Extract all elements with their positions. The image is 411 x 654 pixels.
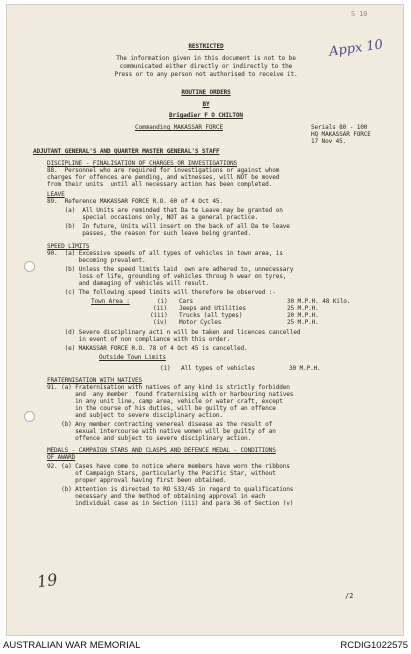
speed-row-num: (iii) bbox=[150, 312, 168, 319]
para-92-line-1: 92. (a) Cases have come to notice where members have worn the ribbons bbox=[47, 463, 290, 470]
para-88-line-3: from their units until all necessary action has been completed. bbox=[47, 181, 273, 188]
para-91-line-3: in any unit line, camp area, vehicle or water craft, except bbox=[47, 398, 283, 405]
para-89-line-1: 89. Reference MAKASSAR FORCE R.O. 60 of 4 Oct 45. bbox=[47, 198, 223, 205]
para-90-line-4: loss of life, grounding of vehicles throug h wear on tyres, bbox=[47, 273, 287, 280]
para-92-line-3: proper approval having first been obtained. bbox=[47, 477, 227, 484]
para-90-line-2: becoming prevalent. bbox=[47, 257, 146, 264]
speed-row-limit: 30 M.P.H. 48 Kilo. bbox=[287, 298, 351, 305]
notice-line-1: The information given in this document is not to be bbox=[116, 55, 296, 62]
speed-limits-heading: SPEED LIMITS bbox=[47, 243, 90, 250]
speed-row-limit: 25 M.P.H. bbox=[287, 305, 319, 312]
speed-row-num: (i) bbox=[157, 298, 168, 305]
para-91-line-2: and any member found fraternising with or harbouring natives bbox=[47, 391, 294, 398]
para-91-line-1: 91. (a) Fraternisation with natives of any kind is strictly forbidden bbox=[47, 384, 290, 391]
para-92-line-6: individual case as in Section (iii) and para 36 of Section (v) bbox=[47, 500, 294, 507]
para-88-line-1: 88. Personnel who are required for investigations or against whom bbox=[47, 167, 280, 174]
leave-heading: LEAVE bbox=[47, 191, 65, 198]
para-92-line-2: of Campaign Stars, particularly the Pacific Star, without bbox=[47, 470, 276, 477]
para-90-line-1: 90. (a) Excessive speeds of all types of vehicles in town area, is bbox=[47, 250, 283, 257]
document-title: ROUTINE ORDERS bbox=[181, 89, 231, 96]
para-91-line-6: (b) Any member contracting venereal disease as the result of bbox=[47, 421, 273, 428]
continuation-page-marker: /2 bbox=[345, 592, 354, 600]
handwritten-folio-number: 19 bbox=[35, 569, 59, 592]
serials: Serials 80 - 100 bbox=[311, 124, 368, 131]
punch-hole-bottom bbox=[24, 411, 35, 422]
speed-row-vehicle: Jeeps and Utilities bbox=[179, 305, 246, 312]
para-92-line-4: (b) Attention is directed to RO 533/45 in regard to qualifications bbox=[47, 486, 294, 493]
para-92-line-5: necessary and the method of obtaining approval in each bbox=[47, 493, 266, 500]
staff-section-title: ADJUTANT GENERAL'S AND QUARTER MASTER GENERAL'S STAFF bbox=[33, 148, 220, 155]
medals-heading-cont: OF AWARD bbox=[47, 454, 76, 461]
para-90-d-line-2: in event of non compliance with this order. bbox=[47, 336, 230, 343]
order-date: 17 Nov 45. bbox=[311, 138, 347, 145]
para-89-line-4: (b) In future, Units will insert on the back of all Da te leave bbox=[47, 223, 290, 230]
para-89-line-2: (a) All Units are reminded that Da te Leave may be granted on bbox=[47, 207, 283, 214]
outside-row-num: (i) bbox=[160, 365, 171, 372]
para-89-line-3: special occasions only, NOT as a general practice. bbox=[47, 214, 259, 221]
hq-line: HQ MAKASSAR FORCE bbox=[311, 131, 371, 138]
footer-institution: AUSTRALIAN WAR MEMORIAL bbox=[3, 640, 141, 651]
speed-row-num: (iv) bbox=[153, 319, 168, 326]
para-91-line-5: and subject to severe disciplinary action. bbox=[47, 412, 223, 419]
para-90-d-line-1: (d) Severe disciplinary acti n will be taken and licences cancelled bbox=[47, 329, 301, 336]
discipline-heading: DISCIPLINE - FINALISATION OF CHARGES OR INVESTIGATIONS bbox=[47, 160, 238, 167]
speed-row-limit: 25 M.P.H. bbox=[287, 319, 319, 326]
restricted-heading: RESTRICTED bbox=[188, 43, 224, 50]
document-page bbox=[6, 4, 404, 636]
para-89-line-5: passes, the reason for such leave being granted. bbox=[47, 230, 252, 237]
speed-row-num: (ii) bbox=[153, 305, 168, 312]
notice-line-3: Press or to any person not authorised to receive it. bbox=[114, 71, 298, 78]
para-88-line-2: charges for offences are pending, and witnesses, will NOT be moved bbox=[47, 174, 280, 181]
outside-row-limit: 30 M.P.H. bbox=[289, 365, 321, 372]
footer-record-id: RCDIG1022575 bbox=[340, 640, 408, 651]
medals-heading: MEDALS - CAMPAIGN STARS AND CLASPS AND DEFENCE MEDAL - CONDITIONS bbox=[47, 447, 276, 454]
para-91-line-4: in the course of his duties, will be guilty of an offence bbox=[47, 405, 276, 412]
para-90-line-6: (c) The following speed limits will therefore be observed :- bbox=[47, 289, 276, 296]
outside-town-label: Outside Town Limits bbox=[99, 354, 166, 361]
speed-row-vehicle: Motor Cycles bbox=[179, 319, 222, 326]
para-90-line-3: (b) Unless the speed limits laid own are adhered to, unnecessary bbox=[47, 266, 294, 273]
fraternisation-heading: FRATERNISATION WITH NATIVES bbox=[47, 377, 143, 384]
notice-line-2: communicated either directly or indirectly to the bbox=[119, 63, 293, 70]
para-90-e-line: (e) MAKASSAR FORCE R.O. 78 of 4 Oct 45 is cancelled. bbox=[47, 345, 248, 352]
town-area-label: Town Area : bbox=[91, 298, 130, 305]
outside-row-vehicle: All types of vehicles bbox=[181, 365, 255, 372]
speed-row-vehicle: Cars bbox=[179, 298, 194, 305]
para-91-line-7: sexual intercourse with native women will be guilty of an bbox=[47, 428, 276, 435]
punch-hole-top bbox=[24, 261, 35, 272]
commanding-line: Commanding MAKASSAR FORCE bbox=[135, 124, 223, 131]
handwritten-appendix-ref: Appx 10 bbox=[328, 37, 384, 60]
by-line: BY bbox=[202, 101, 210, 108]
brigadier-name: Brigadier F O CHILTON bbox=[169, 112, 243, 119]
para-91-line-8: offence and subject to severe disciplinary action. bbox=[47, 435, 252, 442]
archive-footer bbox=[0, 636, 411, 654]
speed-row-vehicle: Trucks (all types) bbox=[179, 312, 243, 319]
para-90-line-5: and damaging of vehicles will result. bbox=[47, 280, 209, 287]
corner-pencil-mark: S 10 bbox=[351, 10, 368, 18]
speed-row-limit: 20 M.P.H. bbox=[287, 312, 319, 319]
